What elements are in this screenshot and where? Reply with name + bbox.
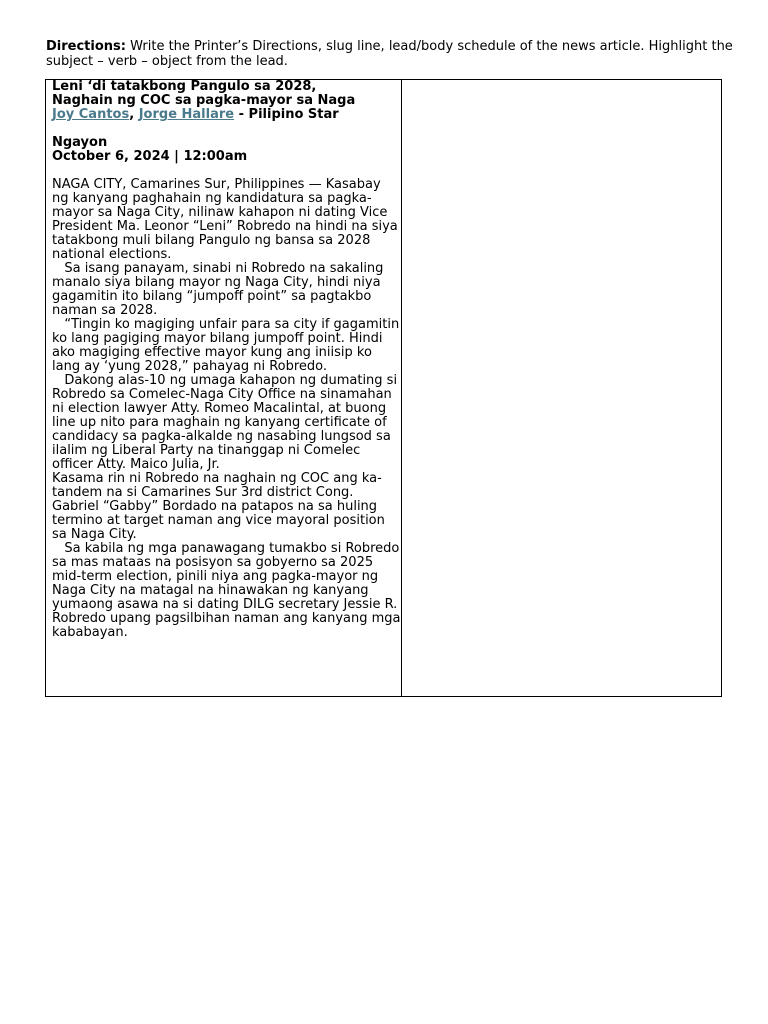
headline-line-2: Naghain ng COC sa pagka-mayor sa Naga	[52, 93, 356, 108]
article-paragraph: NAGA CITY, Camarines Sur, Philippines — Kasabay ng kanyang paghahain ng kandidatura sa pagka-mayor sa Naga City, nilinaw kahapon ni dating Vice President Ma. Leonor “Leni” Robredo na hindi na siya tatakbong muli bilang Pangulo ng bansa sa 2028 national elections.	[52, 177, 402, 262]
author-separator: ,	[129, 107, 139, 122]
directions	[46, 39, 736, 69]
answer-cell[interactable]	[402, 80, 721, 696]
publication-name: - Pilipino Star	[234, 107, 339, 122]
article-paragraph: Sa kabila ng mga panawagang tumakbo si Robredo sa mas mataas na posisyon sa gobyerno sa 2025 mid-term election, pinili niya ang pagka-mayor ng Naga City na matagal na hinawakan ng kanyang yumaong asawa na si dating DILG secretary Jessie R. Robredo upang pagsilbihan naman ang kanyang mga kababayan.	[52, 541, 405, 640]
section-name: Ngayon	[52, 135, 108, 150]
article-table	[45, 79, 722, 697]
spacer	[52, 122, 401, 136]
author-link-jorge-hallare[interactable]: Jorge Hallare	[138, 107, 235, 122]
directions-text: Write the Printer’s Directions, slug line, lead/body schedule of the news article. Highlight the subject – verb – object from the lead.	[46, 39, 733, 69]
spacer	[52, 164, 401, 178]
article-paragraph: Kasama rin ni Robredo na naghain ng COC ang ka-tandem na si Camarines Sur 3rd district Cong. Gabriel “Gabby” Bordado na patapos na sa huling termino at target naman ang vice mayoral position sa Naga City.	[52, 471, 390, 542]
author-link-joy-cantos[interactable]: Joy Cantos	[52, 107, 130, 122]
article-paragraph: “Tingin ko magiging unfair para sa city if gagamitin ko lang pagiging mayor bilang jumpoff point. Hindi ako magiging effective mayor kung ang iniisip ko lang ay ‘yung 2028,” pahayag ni Robredo.	[52, 317, 404, 374]
article-cell	[46, 79, 405, 696]
headline-line-1: Leni ‘di tatakbong Pangulo sa 2028,	[52, 79, 317, 94]
directions-label: Directions:	[46, 39, 126, 54]
publish-date: October 6, 2024 | 12:00am	[52, 149, 248, 164]
article-paragraph: Dakong alas-10 ng umaga kahapon ng dumating si Robredo sa Comelec-Naga City Office na sinamahan ni election lawyer Atty. Romeo Macalintal, at buong line up nito para maghain ng kanyang certificate of candidacy sa pagka-alkalde ng nasabing lungsod sa ilalim ng Liberal Party na tinanggap ni Comelec officer Atty. Maico Julia, Jr.	[52, 373, 402, 472]
byline	[52, 108, 401, 122]
article-paragraph: Sa isang panayam, sinabi ni Robredo na sakaling manalo siya bilang mayor ng Naga City, hindi niya gagamitin ito bilang “jumpoff point” sa pagtakbo naman sa 2028.	[52, 261, 388, 318]
